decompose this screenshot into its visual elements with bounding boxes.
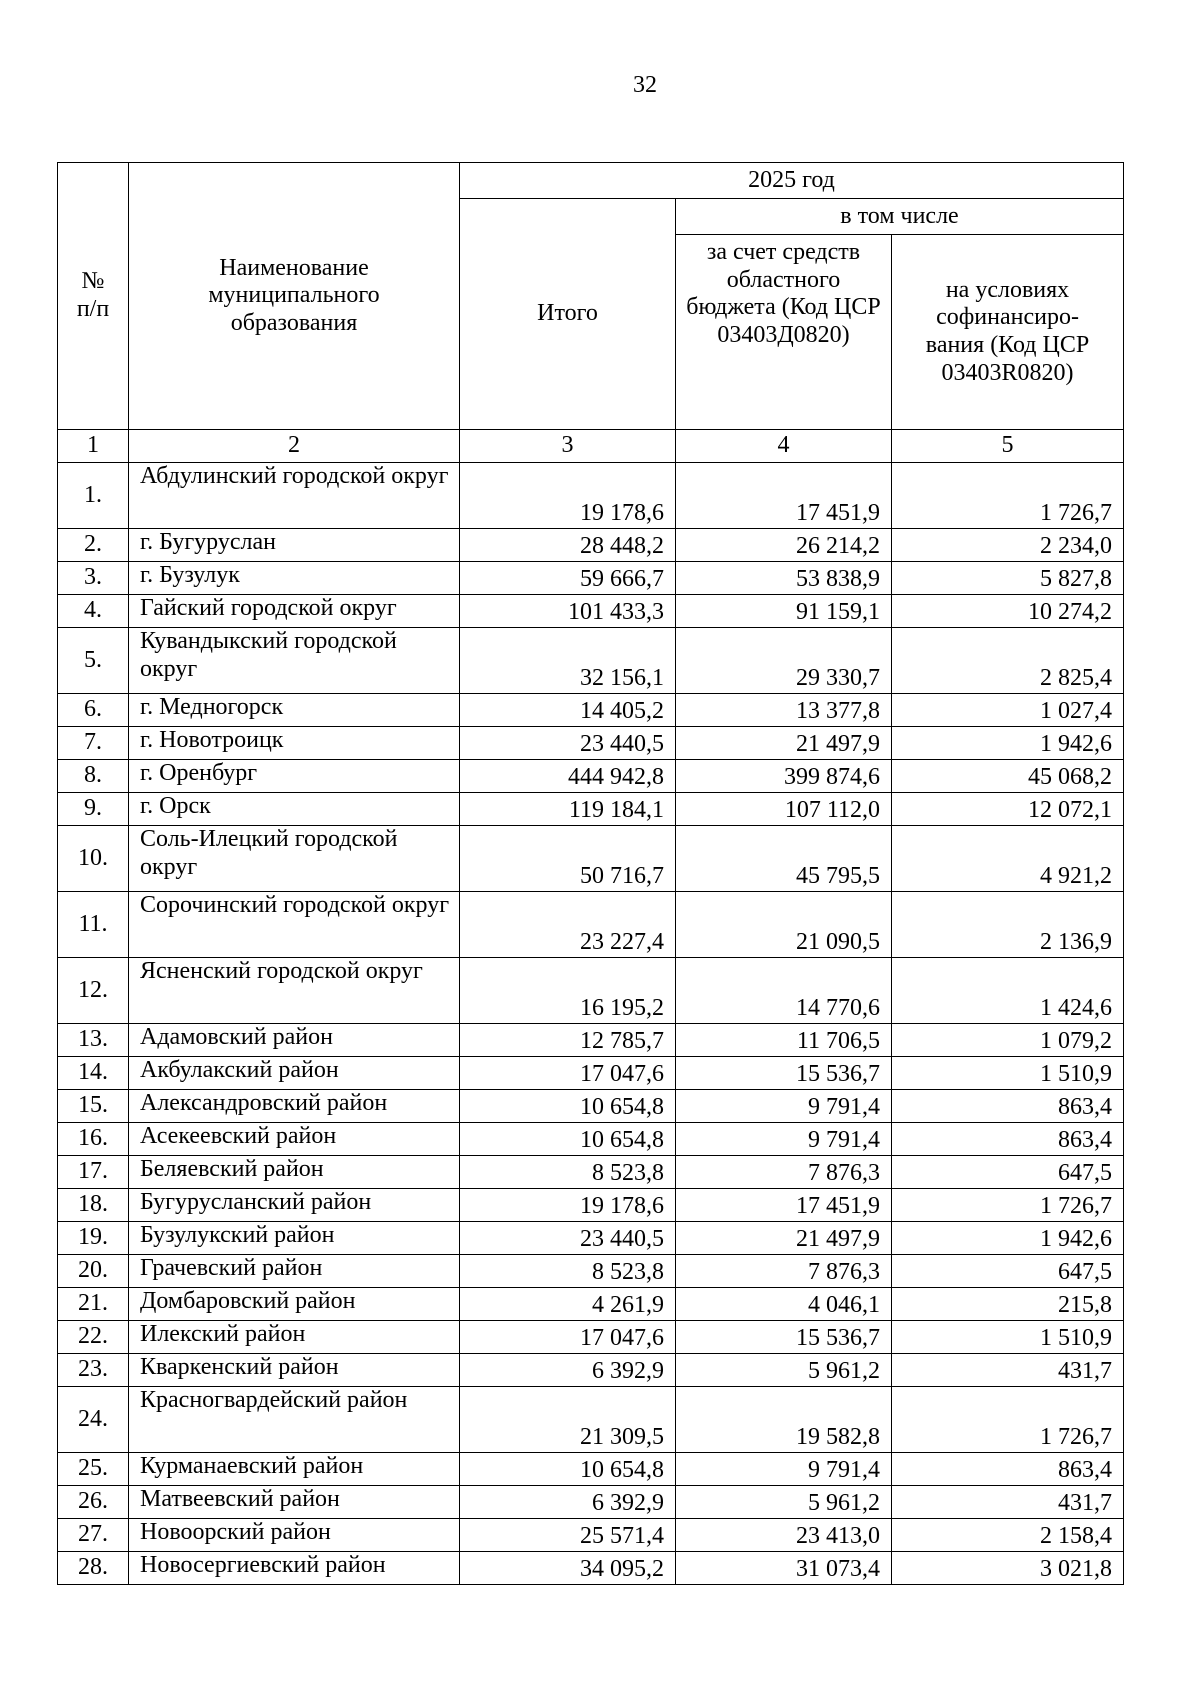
column-number: 3 [460, 430, 676, 463]
regional-budget-amount: 21 497,9 [676, 1222, 892, 1255]
row-number: 22. [58, 1321, 129, 1354]
table-row [58, 1288, 1124, 1321]
cofinancing-amount: 45 068,2 [892, 760, 1124, 793]
row-number: 16. [58, 1123, 129, 1156]
municipality-name: Абдулинский городской округ [129, 463, 460, 529]
budget-table [57, 162, 1124, 1585]
row-number: 14. [58, 1057, 129, 1090]
row-number: 21. [58, 1288, 129, 1321]
column-numbers-row [58, 430, 1124, 463]
municipality-name: г. Орск [129, 793, 460, 826]
regional-budget-amount: 5 961,2 [676, 1354, 892, 1387]
row-number: 25. [58, 1453, 129, 1486]
table-row [58, 1552, 1124, 1585]
municipality-name: Бугурусланский район [129, 1189, 460, 1222]
municipality-name: Александровский район [129, 1090, 460, 1123]
municipality-name: г. Медногорск [129, 694, 460, 727]
page-number: 32 [633, 72, 657, 98]
table-row [58, 1222, 1124, 1255]
regional-budget-amount: 19 582,8 [676, 1387, 892, 1453]
municipality-name: Беляевский район [129, 1156, 460, 1189]
table-row [58, 562, 1124, 595]
table-row [58, 628, 1124, 694]
table-row [58, 1189, 1124, 1222]
cofinancing-amount: 863,4 [892, 1453, 1124, 1486]
table-row [58, 760, 1124, 793]
total-amount: 4 261,9 [460, 1288, 676, 1321]
cofinancing-amount: 1 726,7 [892, 1189, 1124, 1222]
row-number: 1. [58, 463, 129, 529]
row-number: 9. [58, 793, 129, 826]
cofinancing-amount: 1 726,7 [892, 1387, 1124, 1453]
row-number: 13. [58, 1024, 129, 1057]
municipality-name: Сорочинский городской округ [129, 892, 460, 958]
municipality-name: г. Новотроицк [129, 727, 460, 760]
total-amount: 8 523,8 [460, 1255, 676, 1288]
municipality-name: Новосергиевский район [129, 1552, 460, 1585]
regional-budget-amount: 15 536,7 [676, 1321, 892, 1354]
cofinancing-amount: 2 234,0 [892, 529, 1124, 562]
regional-budget-amount: 4 046,1 [676, 1288, 892, 1321]
row-number: 11. [58, 892, 129, 958]
row-number: 6. [58, 694, 129, 727]
total-amount: 119 184,1 [460, 793, 676, 826]
total-amount: 50 716,7 [460, 826, 676, 892]
municipality-name: Гайский городской округ [129, 595, 460, 628]
cofinancing-amount: 2 825,4 [892, 628, 1124, 694]
header-year: 2025 год [460, 163, 1124, 199]
row-number: 7. [58, 727, 129, 760]
row-number: 5. [58, 628, 129, 694]
row-number: 27. [58, 1519, 129, 1552]
table-row [58, 826, 1124, 892]
regional-budget-amount: 17 451,9 [676, 1189, 892, 1222]
table-row [58, 1255, 1124, 1288]
total-amount: 23 227,4 [460, 892, 676, 958]
header-index: № п/п [58, 163, 129, 430]
regional-budget-amount: 21 090,5 [676, 892, 892, 958]
total-amount: 23 440,5 [460, 1222, 676, 1255]
cofinancing-amount: 10 274,2 [892, 595, 1124, 628]
municipality-name: Новоорский район [129, 1519, 460, 1552]
cofinancing-amount: 2 158,4 [892, 1519, 1124, 1552]
municipality-name: Илекский район [129, 1321, 460, 1354]
row-number: 8. [58, 760, 129, 793]
total-amount: 19 178,6 [460, 1189, 676, 1222]
total-amount: 21 309,5 [460, 1387, 676, 1453]
municipality-name: Красногвардейский район [129, 1387, 460, 1453]
table-row [58, 1519, 1124, 1552]
row-number: 26. [58, 1486, 129, 1519]
total-amount: 23 440,5 [460, 727, 676, 760]
cofinancing-amount: 1 510,9 [892, 1321, 1124, 1354]
total-amount: 10 654,8 [460, 1123, 676, 1156]
cofinancing-amount: 863,4 [892, 1090, 1124, 1123]
regional-budget-amount: 23 413,0 [676, 1519, 892, 1552]
municipality-name: Грачевский район [129, 1255, 460, 1288]
municipality-name: г. Бузулук [129, 562, 460, 595]
regional-budget-amount: 9 791,4 [676, 1453, 892, 1486]
total-amount: 17 047,6 [460, 1321, 676, 1354]
total-amount: 6 392,9 [460, 1354, 676, 1387]
row-number: 24. [58, 1387, 129, 1453]
regional-budget-amount: 53 838,9 [676, 562, 892, 595]
row-number: 10. [58, 826, 129, 892]
table-row [58, 892, 1124, 958]
regional-budget-amount: 399 874,6 [676, 760, 892, 793]
cofinancing-amount: 2 136,9 [892, 892, 1124, 958]
regional-budget-amount: 5 961,2 [676, 1486, 892, 1519]
regional-budget-amount: 7 876,3 [676, 1255, 892, 1288]
total-amount: 16 195,2 [460, 958, 676, 1024]
cofinancing-amount: 431,7 [892, 1486, 1124, 1519]
header-regional-budget: за счет средств областного бюджета (Код ЦСР 03403Д0820) [676, 235, 892, 430]
total-amount: 59 666,7 [460, 562, 676, 595]
total-amount: 34 095,2 [460, 1552, 676, 1585]
table-row [58, 1387, 1124, 1453]
row-number: 23. [58, 1354, 129, 1387]
column-number: 5 [892, 430, 1124, 463]
regional-budget-amount: 9 791,4 [676, 1123, 892, 1156]
row-number: 20. [58, 1255, 129, 1288]
column-number: 2 [129, 430, 460, 463]
table-row [58, 1354, 1124, 1387]
total-amount: 101 433,3 [460, 595, 676, 628]
regional-budget-amount: 15 536,7 [676, 1057, 892, 1090]
table-row [58, 1321, 1124, 1354]
regional-budget-amount: 91 159,1 [676, 595, 892, 628]
municipality-name: Бузулукский район [129, 1222, 460, 1255]
cofinancing-amount: 647,5 [892, 1255, 1124, 1288]
header-cofinancing: на условиях софинансиро- вания (Код ЦСР 03403R0820) [892, 235, 1124, 430]
total-amount: 19 178,6 [460, 463, 676, 529]
regional-budget-amount: 45 795,5 [676, 826, 892, 892]
municipality-name: г. Бугуруслан [129, 529, 460, 562]
total-amount: 10 654,8 [460, 1090, 676, 1123]
regional-budget-amount: 29 330,7 [676, 628, 892, 694]
total-amount: 28 448,2 [460, 529, 676, 562]
cofinancing-amount: 1 079,2 [892, 1024, 1124, 1057]
table-row [58, 1453, 1124, 1486]
cofinancing-amount: 5 827,8 [892, 562, 1124, 595]
header-including: в том числе [676, 199, 1124, 235]
total-amount: 14 405,2 [460, 694, 676, 727]
total-amount: 8 523,8 [460, 1156, 676, 1189]
row-number: 12. [58, 958, 129, 1024]
table-row [58, 1123, 1124, 1156]
row-number: 2. [58, 529, 129, 562]
total-amount: 6 392,9 [460, 1486, 676, 1519]
regional-budget-amount: 14 770,6 [676, 958, 892, 1024]
municipality-name: Адамовский район [129, 1024, 460, 1057]
municipality-name: Кувандыкский городской округ [129, 628, 460, 694]
regional-budget-amount: 21 497,9 [676, 727, 892, 760]
cofinancing-amount: 1 726,7 [892, 463, 1124, 529]
municipality-name: Матвеевский район [129, 1486, 460, 1519]
regional-budget-amount: 13 377,8 [676, 694, 892, 727]
municipality-name: Курманаевский район [129, 1453, 460, 1486]
cofinancing-amount: 3 021,8 [892, 1552, 1124, 1585]
table-row [58, 1024, 1124, 1057]
cofinancing-amount: 4 921,2 [892, 826, 1124, 892]
row-number: 17. [58, 1156, 129, 1189]
table-row [58, 958, 1124, 1024]
municipality-name: Кваркенский район [129, 1354, 460, 1387]
row-number: 18. [58, 1189, 129, 1222]
total-amount: 444 942,8 [460, 760, 676, 793]
cofinancing-amount: 1 510,9 [892, 1057, 1124, 1090]
municipality-name: Акбулакский район [129, 1057, 460, 1090]
municipality-name: Асекеевский район [129, 1123, 460, 1156]
table-row [58, 727, 1124, 760]
regional-budget-amount: 9 791,4 [676, 1090, 892, 1123]
regional-budget-amount: 17 451,9 [676, 463, 892, 529]
cofinancing-amount: 1 027,4 [892, 694, 1124, 727]
municipality-name: Домбаровский район [129, 1288, 460, 1321]
row-number: 4. [58, 595, 129, 628]
regional-budget-amount: 26 214,2 [676, 529, 892, 562]
table-row [58, 1156, 1124, 1189]
column-number: 1 [58, 430, 129, 463]
table-row [58, 1090, 1124, 1123]
cofinancing-amount: 647,5 [892, 1156, 1124, 1189]
cofinancing-amount: 1 942,6 [892, 727, 1124, 760]
table-row [58, 529, 1124, 562]
table-row [58, 463, 1124, 529]
municipality-name: Соль-Илецкий городской округ [129, 826, 460, 892]
regional-budget-amount: 107 112,0 [676, 793, 892, 826]
municipality-name: г. Оренбург [129, 760, 460, 793]
header-total: Итого [460, 199, 676, 430]
regional-budget-amount: 31 073,4 [676, 1552, 892, 1585]
row-number: 28. [58, 1552, 129, 1585]
regional-budget-amount: 11 706,5 [676, 1024, 892, 1057]
table-row [58, 793, 1124, 826]
total-amount: 25 571,4 [460, 1519, 676, 1552]
row-number: 15. [58, 1090, 129, 1123]
table-row [58, 1057, 1124, 1090]
cofinancing-amount: 215,8 [892, 1288, 1124, 1321]
table-row [58, 595, 1124, 628]
cofinancing-amount: 1 942,6 [892, 1222, 1124, 1255]
table-row [58, 694, 1124, 727]
table-row [58, 1486, 1124, 1519]
cofinancing-amount: 1 424,6 [892, 958, 1124, 1024]
cofinancing-amount: 863,4 [892, 1123, 1124, 1156]
total-amount: 17 047,6 [460, 1057, 676, 1090]
header-name: Наименование муниципального образования [129, 163, 460, 430]
regional-budget-amount: 7 876,3 [676, 1156, 892, 1189]
total-amount: 10 654,8 [460, 1453, 676, 1486]
cofinancing-amount: 12 072,1 [892, 793, 1124, 826]
cofinancing-amount: 431,7 [892, 1354, 1124, 1387]
column-number: 4 [676, 430, 892, 463]
total-amount: 12 785,7 [460, 1024, 676, 1057]
row-number: 19. [58, 1222, 129, 1255]
municipality-name: Ясненский городской округ [129, 958, 460, 1024]
total-amount: 32 156,1 [460, 628, 676, 694]
row-number: 3. [58, 562, 129, 595]
